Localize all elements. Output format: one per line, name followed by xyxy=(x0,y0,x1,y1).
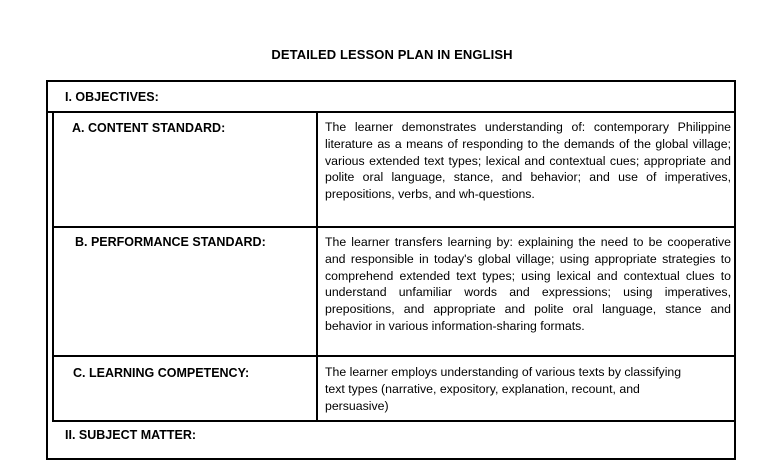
learning-competency-text: The learner employs understanding of various texts by classifying text types (narrative, expository, explanation, recount, and persuasive) xyxy=(325,365,682,413)
divider xyxy=(52,226,736,228)
content-standard-text: The learner demonstrates understanding of: contemporary Philippine literature as a means of responding to the demands of the global village; various extended text types; lexical and contextual cues; appropriate and polite oral language, stance, and behavior; and use of imperatives, prepositions, verbs, and wh-questions. xyxy=(325,120,731,202)
performance-standard-text: The learner transfers learning by: explaining the need to be cooperative and responsible in today's global village; using appropriate strategies to comprehend extended text types; using lexical and contextual clues to understand unfamiliar words and expressions; using imperatives, prepositions, and appropriate and polite oral language, stance and behavior in various information-sharing formats. xyxy=(325,235,731,333)
divider xyxy=(48,111,736,113)
divider xyxy=(52,355,736,357)
document-title: DETAILED LESSON PLAN IN ENGLISH xyxy=(271,47,513,62)
subject-matter-heading: II. SUBJECT MATTER: xyxy=(65,428,197,442)
objectives-heading: I. OBJECTIVES: xyxy=(65,90,159,104)
divider xyxy=(316,111,318,422)
divider xyxy=(52,111,54,422)
content-standard-label: A. CONTENT STANDARD: xyxy=(72,121,226,135)
learning-competency-label: C. LEARNING COMPETENCY: xyxy=(73,366,250,380)
divider xyxy=(52,420,736,422)
performance-standard-label: B. PERFORMANCE STANDARD: xyxy=(75,235,266,249)
